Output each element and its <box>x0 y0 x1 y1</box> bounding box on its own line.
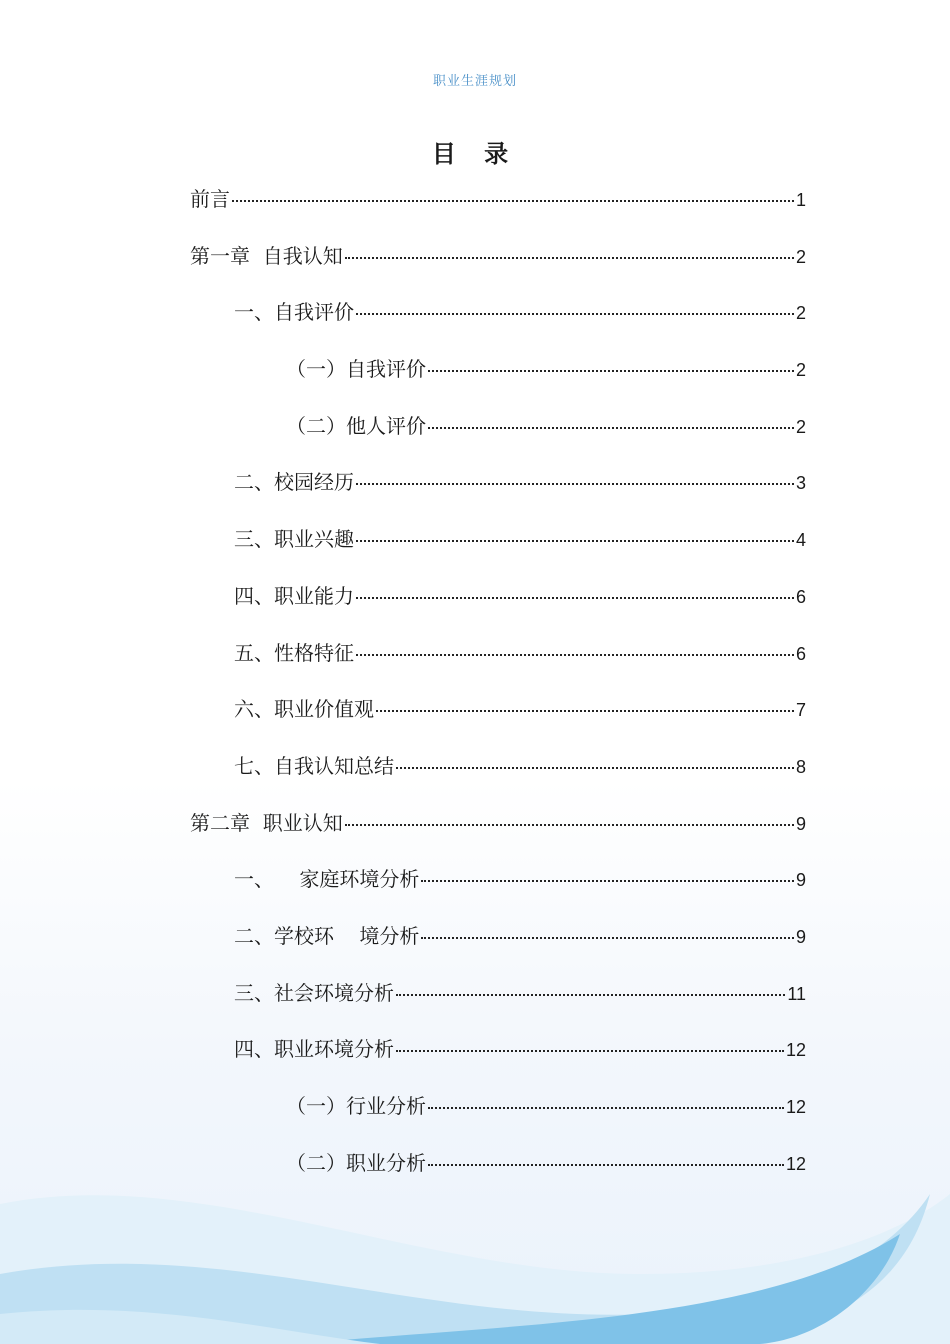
toc-entry[interactable] <box>190 465 806 522</box>
toc-entry-page: 12 <box>785 1097 806 1117</box>
toc-leader-dots <box>356 483 794 485</box>
toc-entry-label: 七、自我认知总结 <box>234 753 394 778</box>
toc-entry-page: 6 <box>795 643 806 664</box>
toc-entry[interactable] <box>190 239 806 296</box>
toc-leader-dots <box>421 937 794 939</box>
toc-entry-page: 9 <box>795 870 806 891</box>
toc-entry[interactable] <box>190 1089 806 1146</box>
toc-leader-dots <box>396 767 794 769</box>
toc-entry-label: 第一章 自我认知 <box>190 243 343 268</box>
toc-entry[interactable] <box>190 1032 806 1089</box>
toc-leader-dots <box>356 654 794 656</box>
toc-leader-dots <box>396 1050 784 1052</box>
toc-entry-label: 三、社会环境分析 <box>234 980 394 1005</box>
toc-entry-page: 6 <box>795 586 806 607</box>
toc-leader-dots <box>428 1164 784 1166</box>
toc-entry-label: （二）职业分析 <box>286 1150 426 1175</box>
toc-entry-page: 1 <box>795 190 806 210</box>
toc-entry-page: 12 <box>785 1153 806 1174</box>
toc-entry[interactable] <box>190 522 806 579</box>
toc-entry-page: 11 <box>787 983 806 1004</box>
toc-entry-page: 2 <box>795 246 806 267</box>
toc-leader-dots <box>428 370 794 372</box>
toc-entry-label: 前言 <box>190 187 230 211</box>
toc-entry[interactable] <box>190 182 806 239</box>
toc-entry-page: 9 <box>795 926 806 947</box>
toc-entry[interactable] <box>190 806 806 863</box>
toc-entry[interactable] <box>190 862 806 919</box>
toc-entry[interactable] <box>190 692 806 749</box>
toc-leader-dots <box>356 313 794 315</box>
toc-entry-page: 2 <box>795 416 806 437</box>
toc-entry-page: 12 <box>785 1040 806 1061</box>
toc-entry-label: 五、性格特征 <box>234 640 354 665</box>
toc-entry-page: 2 <box>795 360 806 381</box>
toc-entry-label: 六、职业价值观 <box>234 697 374 722</box>
toc-leader-dots <box>428 1107 784 1109</box>
toc-entry-label: 一、 家庭环境分析 <box>234 867 420 892</box>
toc-entry-label: 第二章 职业认知 <box>190 810 343 835</box>
toc-entry[interactable] <box>190 295 806 352</box>
toc-entry-label: 一、自我评价 <box>234 300 354 325</box>
toc-leader-dots <box>345 257 794 259</box>
toc-entry[interactable] <box>190 1146 806 1203</box>
toc-leader-dots <box>396 994 785 996</box>
toc-entry-page: 2 <box>795 303 806 324</box>
toc-leader-dots <box>428 427 794 429</box>
toc-leader-dots <box>356 540 794 542</box>
toc-entry[interactable] <box>190 636 806 693</box>
toc-entry-label: （一）自我评价 <box>286 357 426 382</box>
toc-title: 目 录 <box>431 139 519 168</box>
toc-entry-label: 四、职业能力 <box>234 583 354 608</box>
toc-entry-label: 二、学校环 境分析 <box>234 923 420 948</box>
toc-entry[interactable] <box>190 749 806 806</box>
toc-entry-page: 4 <box>795 530 806 551</box>
toc-entry[interactable] <box>190 976 806 1033</box>
table-of-contents <box>190 182 806 1202</box>
toc-leader-dots <box>345 824 794 826</box>
toc-leader-dots <box>421 880 794 882</box>
page-header: 职业生涯规划 <box>432 74 517 89</box>
toc-entry-page: 9 <box>795 813 806 834</box>
toc-entry-page: 3 <box>795 473 806 494</box>
toc-entry-label: 四、职业环境分析 <box>234 1037 394 1062</box>
toc-entry-label: 二、校园经历 <box>234 470 354 495</box>
toc-entry[interactable] <box>190 919 806 976</box>
toc-entry[interactable] <box>190 409 806 466</box>
toc-leader-dots <box>232 200 794 202</box>
toc-entry-page: 7 <box>795 700 806 721</box>
toc-entry-page: 8 <box>795 756 806 777</box>
toc-entry-label: 三、职业兴趣 <box>234 527 354 552</box>
toc-entry-label: （一）行业分析 <box>286 1094 426 1118</box>
toc-entry[interactable] <box>190 579 806 636</box>
toc-entry[interactable] <box>190 352 806 409</box>
toc-leader-dots <box>376 710 794 712</box>
toc-leader-dots <box>356 597 794 599</box>
toc-entry-label: （二）他人评价 <box>286 413 426 438</box>
